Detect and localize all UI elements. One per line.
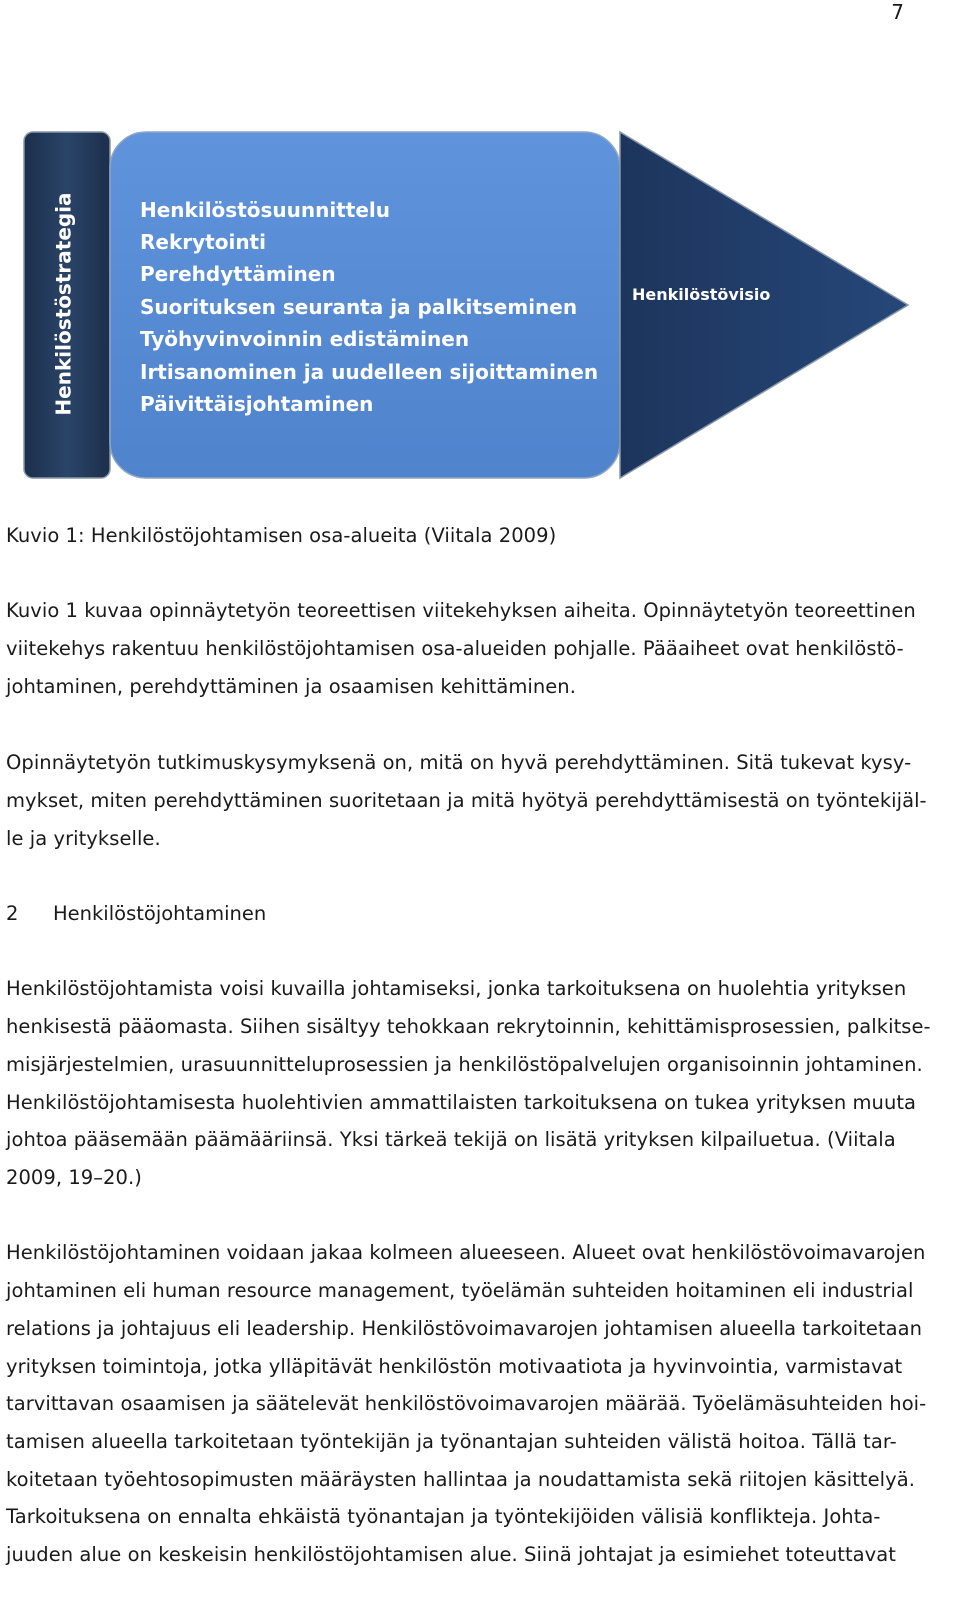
- strategy-label: Henkilöstöstrategia: [51, 192, 76, 416]
- hr-management-diagram: [22, 130, 942, 502]
- paragraph-line: koitetaan työehtosopimusten määräysten hallintaa ja noudattamista sekä riitojen käsittelyä.: [6, 1468, 915, 1491]
- section-number: 2: [6, 902, 19, 925]
- page-number: 7: [891, 0, 904, 24]
- paragraph-line: Opinnäytetyön tutkimuskysymyksenä on, mitä on hyvä perehdyttäminen. Sitä tukevat kysy-: [6, 751, 912, 774]
- vision-label: Henkilöstövisio: [632, 285, 771, 304]
- paragraph-line: henkisestä pääomasta. Siihen sisältyy tehokkaan rekrytoinnin, kehittämisprosessien, palkitse-: [6, 1015, 931, 1038]
- paragraph-line: johtoa pääsemään päämääriinsä. Yksi tärkeä tekijä on lisätä yrityksen kilpailuetua. (Viitala: [6, 1128, 896, 1151]
- paragraph-line: johtaminen eli human resource management, työelämän suhteiden hoitaminen eli industrial: [6, 1279, 914, 1302]
- paragraph-line: 2009, 19–20.): [6, 1166, 142, 1189]
- process-item: Päivittäisjohtaminen: [140, 392, 374, 416]
- figure-caption: Kuvio 1: Henkilöstöjohtamisen osa-alueita (Viitala 2009): [6, 524, 557, 547]
- paragraph-line: viitekehys rakentuu henkilöstöjohtamisen osa-alueiden pohjalle. Pääaiheet ovat henkilöstö-: [6, 637, 904, 660]
- paragraph-line: Henkilöstöjohtaminen voidaan jakaa kolmeen alueeseen. Alueet ovat henkilöstövoimavarojen: [6, 1241, 926, 1264]
- vision-arrow: [620, 132, 908, 478]
- paragraph-line: Henkilöstöjohtamisesta huolehtivien ammattilaisten tarkoituksena on tukea yrityksen muuta: [6, 1091, 917, 1114]
- process-item: Suorituksen seuranta ja palkitseminen: [140, 295, 578, 319]
- paragraph-line: relations ja johtajuus eli leadership. Henkilöstövoimavarojen johtamisen alueella tarkoitetaan: [6, 1317, 923, 1340]
- paragraph-line: yrityksen toimintoja, jotka ylläpitävät henkilöstön motivaatiota ja hyvinvointia, varmistavat: [6, 1355, 903, 1378]
- section-title: Henkilöstöjohtaminen: [53, 902, 267, 925]
- paragraph-line: tamisen alueella tarkoitetaan työntekijän ja työnantajan suhteiden välistä hoitoa. Tällä tar-: [6, 1430, 897, 1453]
- paragraph-line: Henkilöstöjohtamista voisi kuvailla johtamiseksi, jonka tarkoituksena on huolehtia yrityksen: [6, 977, 907, 1000]
- paragraph-line: mykset, miten perehdyttäminen suoritetaan ja mitä hyötyä perehdyttämisestä on työntekijäl-: [6, 789, 927, 812]
- paragraph-line: juuden alue on keskeisin henkilöstöjohtamisen alue. Siinä johtajat ja esimiehet toteuttavat: [6, 1543, 896, 1566]
- process-item: Henkilöstösuunnittelu: [140, 198, 390, 222]
- paragraph-line: johtaminen, perehdyttäminen ja osaamisen kehittäminen.: [6, 675, 576, 698]
- process-item: Rekrytointi: [140, 230, 266, 254]
- paragraph-line: misjärjestelmien, urasuunnitteluprosessien ja henkilöstöpalvelujen organisoinnin johtaminen.: [6, 1053, 923, 1076]
- paragraph-line: Tarkoituksena on ennalta ehkäistä työnantajan ja työntekijöiden välisiä konflikteja. Johta-: [6, 1505, 881, 1528]
- paragraph-line: Kuvio 1 kuvaa opinnäytetyön teoreettisen viitekehyksen aiheita. Opinnäytetyön teoreettinen: [6, 599, 916, 622]
- process-item: Perehdyttäminen: [140, 262, 336, 286]
- paragraph-line: tarvittavan osaamisen ja säätelevät henkilöstövoimavarojen määrää. Työelämäsuhteiden hoi-: [6, 1392, 927, 1415]
- paragraph-line: le ja yritykselle.: [6, 827, 161, 850]
- process-item: Työhyvinvoinnin edistäminen: [140, 327, 470, 351]
- process-item: Irtisanominen ja uudelleen sijoittaminen: [140, 360, 599, 384]
